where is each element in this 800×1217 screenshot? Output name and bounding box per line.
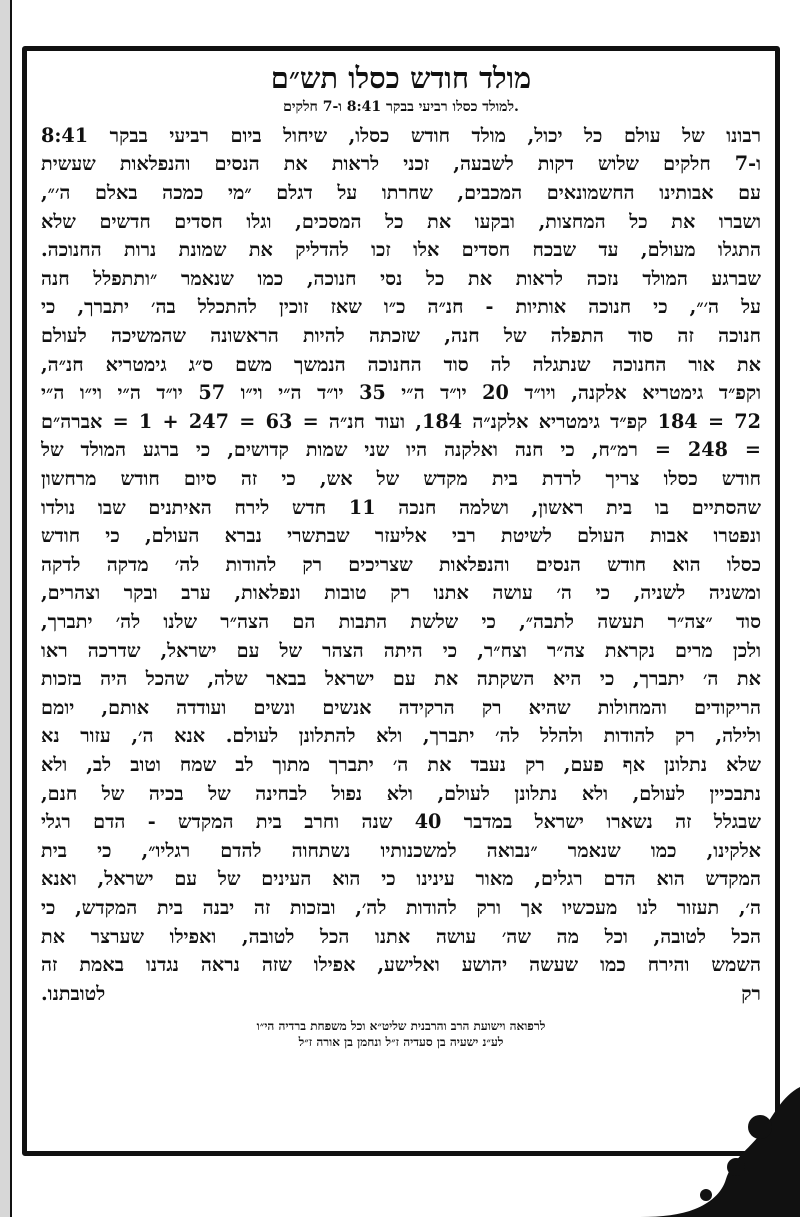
dedication-line: לרפואה וישועת הרב והרבנית שליט״א וכל משפחת ברדיה הי״ו <box>256 1019 546 1034</box>
body-line: ונפטרו אבות העולם לשיטת רבי אליעזר שבתשרי נברא העולם, כי חודש <box>41 524 761 548</box>
body-line: כסלו הוא חודש הנסים והנפלאות שצריכים רק להודות לה׳ מדקה לדקה <box>41 552 761 576</box>
body-line: על ה׳״, כי חנוכה אותיות - חנ״ה כ״ו שאז זוכין להתכלל בה׳ יתברך, כי <box>41 295 761 319</box>
body-line: = 248 = רמ״ח, כי חנה ואלקנה היו שני שמות קדושים, כי ברגע המולד של <box>41 438 761 462</box>
body-line: ו-7 חלקים שלוש דקות לשבעה, זכני לראות את הנסים והנפלאות שעשית <box>41 152 761 176</box>
body-line: שהסתיים בו בית ראשון, ושלמה חנכה 11 חדש לירח האיתנים שבו נולדו <box>41 495 761 519</box>
body-line: ומשניה לשניה, כי ה׳ עושה אתנו רק טובות ונפלאות, ערב ובקר וצהרים, <box>41 581 761 605</box>
notice-title: מולד חודש כסלו תש״ם <box>270 61 532 95</box>
body-line: את ה׳ יתברך, כי היא השקתה את עם ישראל בבאר שלה, שהכל היה בזכות <box>41 667 761 691</box>
body-line: רבונו של עולם כל יכול, מולד חודש כסלו, שיחול ביום רביעי בבקר 8:41 <box>41 123 761 147</box>
body-line: התגלו מעולם, עד שבכח חסדים אלו זכו להדליק את שמונת נרות החנוכה. <box>41 238 761 262</box>
body-line: שלא נתלונן אף פעם, רק נעבד את ה׳ יתברך מתוך לב שמח וטוב לב, ולא <box>41 752 761 776</box>
body-line: וקפ״ד גימטריא אלקנה, ויו״ד 20 יו״ד ה״י 35 יו״ד ה״י וי״ו 57 יו״ד ה״י וי״ו ה״י <box>41 381 761 405</box>
body-line: את אור החנוכה שנתגלה לה סוד החנוכה הנמשך משם ס״ג גימטריא חנ״ה, <box>41 352 761 376</box>
body-line: השמש והירח כמו שעשה יהושע ואלישע, אפילו שזה נראה נגדנו באמת זה <box>41 953 761 977</box>
body-line: ולכן מרים נקראת צה״ר וצח״ר, כי היתה הצהר של עם ישראל, שדרכה ראו <box>41 638 761 662</box>
notice-frame <box>22 46 780 1156</box>
body-line: עם אבותינו החשמונאים המכבים, שחרתו על דגלם ״מי כמכה באלם ה׳״, <box>41 181 761 205</box>
body-line: ולילה, רק להודות ולהלל לה׳ יתברך, ולא להתלונן לעולם. אנא ה׳, עזור נא <box>41 724 761 748</box>
body-line: רק לטובתנו. <box>41 981 761 1005</box>
body-line: סוד ״צה״ר תעשה לתבה״, כי שלשת התבות הם הצה״ר שלנו לה׳ יתברך, <box>41 609 761 633</box>
ink-stain-corner <box>640 1067 800 1217</box>
page-edge-strip <box>0 0 12 1217</box>
body-line: חודש כסלו צריך לרדת בית מקדש של אש, כי זה סיום חודש מרחשון <box>41 467 761 491</box>
body-line: שבגלל זה נשארו ישראל במדבר 40 שנה וחרב בית המקדש - הדם רגלי <box>41 810 761 834</box>
body-line: ה׳, תעזור לנו מעכשיו אך ורק להודות לה׳, ובזכות זה יבנה בית המקדש, כי <box>41 895 761 919</box>
body-line: 72 = 184 קפ״ד גימטריא אלקנ״ה 184, ועוד חנ״ה = 63 = 247 + 1 = אברה״ם <box>41 409 761 433</box>
body-line: שברגע המולד נזכה לראות את כל נסי חנוכה, כמו שנאמר ״ותתפלל חנה <box>41 266 761 290</box>
body-line: אלקינו, כמו שנאמר ״נבואה למשכנותיו נשתחוה להדם רגליו״, כי בית <box>41 838 761 862</box>
notice-subtitle: למולד כסלו רביעי בבקר 8:41 ו-7 חלקים. <box>283 98 519 115</box>
body-line: ושברו את כל המחצות, ובקעו את כל המסכים, וגלו חסדים חדשים שלא <box>41 209 761 233</box>
prayer-body <box>41 122 761 1008</box>
body-line: נתבכיין לעולם, ולא נתלונן לעולם, ולא נפול לבחינה של בכיה של חנם, <box>41 781 761 805</box>
body-line: הריקודים והמחולות שהיא רק הרקידה אנשים ונשים ועודדה אותם, יומם <box>41 695 761 719</box>
dedication-block <box>41 1018 761 1050</box>
body-line: המקדש הוא הדם רגלים, מאור עינינו כי הוא העינים של עם ישראל, ואנא <box>41 867 761 891</box>
body-line: הכל לטובה, וכל מה שה׳ עושה אתנו הכל לטובה, ואפילו שערצר את <box>41 924 761 948</box>
body-line: חנוכה זה סוד התפלה של חנה, שזכתה להיות הראשונה שהמשיכה לעולם <box>41 324 761 348</box>
dedication-line: לע״נ ישעיה בן סעדיה ז״ל ונחמן בן אורה ז״ל <box>298 1035 504 1050</box>
